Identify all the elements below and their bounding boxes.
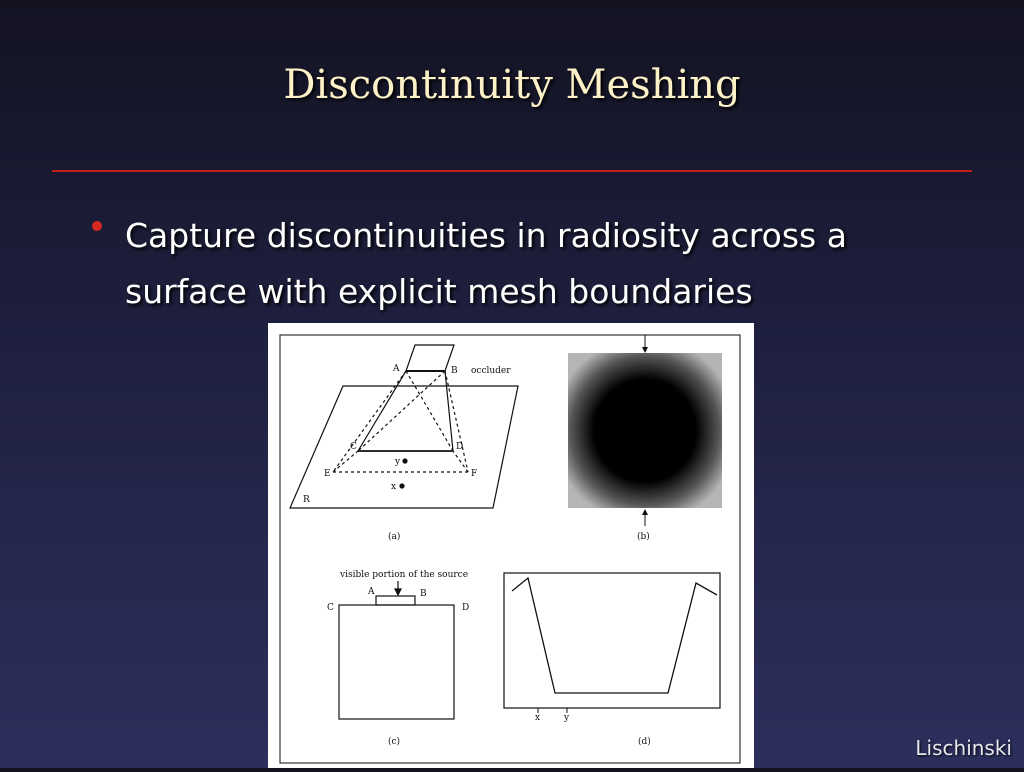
caption-b: (b) bbox=[637, 532, 650, 542]
figure-panel bbox=[268, 323, 754, 768]
label-e: E bbox=[324, 469, 331, 479]
occluder-source bbox=[406, 345, 454, 371]
radiosity-image bbox=[568, 353, 722, 508]
label-d: D bbox=[456, 442, 464, 452]
point-x-marker bbox=[400, 484, 404, 488]
label-a: A bbox=[393, 364, 400, 374]
bullet-text: Capture discontinuities in radiosity across a surface with explicit mesh boundaries bbox=[125, 216, 847, 311]
caption-d: (d) bbox=[638, 737, 651, 747]
label-c-d: D bbox=[462, 603, 470, 613]
label-d-y: y bbox=[564, 713, 570, 723]
label-b: B bbox=[451, 366, 458, 376]
label-occluder: occluder bbox=[471, 366, 511, 376]
label-x: x bbox=[391, 482, 397, 492]
label-c-b: B bbox=[420, 589, 427, 599]
author-credit: Lischinski bbox=[915, 736, 1012, 760]
label-f: F bbox=[471, 469, 478, 479]
bullet-icon bbox=[92, 221, 102, 231]
label-c: C bbox=[350, 442, 357, 452]
label-visible-portion: visible portion of the source bbox=[340, 570, 469, 580]
caption-c: (c) bbox=[388, 737, 401, 747]
slide-title: Discontinuity Meshing bbox=[283, 62, 741, 108]
label-d-x: x bbox=[535, 713, 541, 723]
caption-a: (a) bbox=[388, 532, 401, 542]
title-divider bbox=[52, 170, 972, 172]
discontinuity-figure bbox=[268, 323, 754, 768]
label-c-a: A bbox=[368, 587, 375, 597]
label-c-c: C bbox=[327, 603, 334, 613]
point-y-marker bbox=[403, 459, 407, 463]
label-y: y bbox=[395, 457, 401, 467]
label-r: R bbox=[303, 495, 310, 505]
